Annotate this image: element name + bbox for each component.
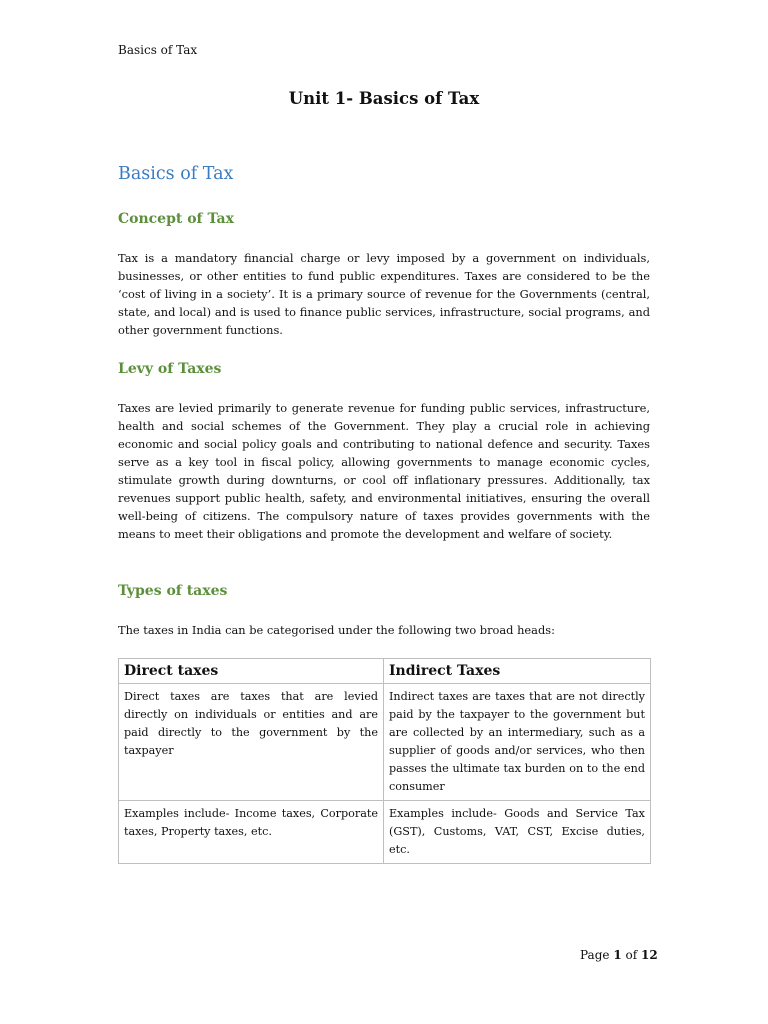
unit-title: Unit 1- Basics of Tax: [288, 89, 480, 108]
heading-levy-of-taxes: Levy of Taxes: [118, 361, 222, 377]
page-footer: [580, 948, 658, 962]
page-total: 12: [641, 948, 658, 962]
table-cell: Direct taxes are taxes that are levied directly on individuals or entities and are paid directly to the government by the taxpayer: [119, 684, 384, 801]
table-cell: Examples include- Income taxes, Corporate taxes, Property taxes, etc.: [119, 801, 384, 864]
table-header-direct: Direct taxes: [119, 659, 384, 684]
page-word: Page: [580, 948, 610, 962]
table-header-row: [119, 659, 651, 684]
heading-types-of-taxes: Types of taxes: [118, 583, 228, 599]
running-header: Basics of Tax: [118, 43, 198, 57]
of-word: of: [625, 948, 638, 962]
page-number: 1: [613, 948, 622, 962]
paragraph-types-of-taxes: The taxes in India can be categorised under the following two broad heads:: [118, 623, 555, 637]
tax-types-table: [118, 658, 651, 864]
table-cell: Examples include- Goods and Service Tax (GST), Customs, VAT, CST, Excise duties, etc.: [384, 801, 651, 864]
table-row: [119, 684, 651, 801]
table-cell: Indirect taxes are taxes that are not directly paid by the taxpayer to the government but are collected by an intermediary, such as a supplier of goods and/or services, who then passes the ultimate tax burden on to the end consumer: [384, 684, 651, 801]
table-row: [119, 801, 651, 864]
paragraph-levy-of-taxes: Taxes are levied primarily to generate revenue for funding public services, infrastructure, health and social schemes of the Government. They play a crucial role in achieving economic and social policy goals and contributing to national defence and security. Taxes serve as a key tool in fiscal policy, allowing governments to manage economic cycles, stimulate growth during downturns, or cool off inflationary pressures. Additionally, tax revenues support public health, safety, and environmental initiatives, ensuring the overall well-being of citizens. The compulsory nature of taxes provides governments with the means to meet their obligations and promote the development and welfare of society.: [118, 401, 650, 541]
paragraph-concept-of-tax: Tax is a mandatory financial charge or levy imposed by a government on individuals, businesses, or other entities to fund public expenditures. Taxes are considered to be the ‘cost of living in a society’. It is a primary source of revenue for the Governments (central, state, and local) and is used to finance public services, infrastructure, social programs, and other government functions.: [118, 251, 650, 337]
heading-concept-of-tax: Concept of Tax: [118, 211, 234, 227]
section-title: Basics of Tax: [118, 164, 234, 184]
table-header-indirect: Indirect Taxes: [384, 659, 651, 684]
